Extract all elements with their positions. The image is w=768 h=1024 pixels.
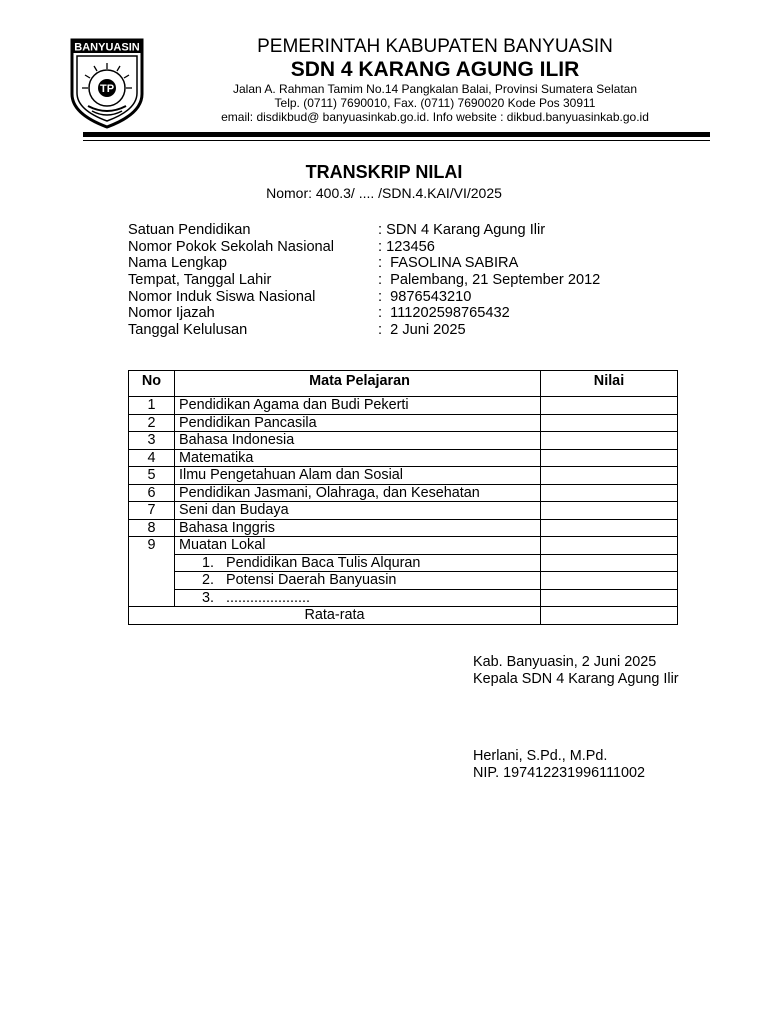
local-subject-number: 2. [202, 572, 215, 589]
identity-value: : 123456 [378, 238, 435, 255]
document-number: Nomor: 400.3/ .... /SDN.4.KAI/VI/2025 [266, 185, 502, 201]
row-number: 8 [129, 519, 175, 537]
identity-row [128, 322, 688, 339]
identity-label: Nama Lengkap [128, 255, 227, 272]
table-header-row [129, 371, 678, 397]
school-phone: Telp. (0711) 7690010, Fax. (0711) 7690020 Kode Pos 30911 [274, 96, 596, 110]
school-email: email: disdikbud@ banyuasinkab.go.id. Info website : dikbud.banyuasinkab.go.id [221, 110, 649, 124]
row-grade [541, 414, 678, 432]
identity-value: : Palembang, 21 September 2012 [378, 272, 601, 289]
identity-label: Nomor Ijazah [128, 305, 215, 322]
table-row [129, 397, 678, 415]
local-subject [175, 572, 541, 590]
row-grade [541, 467, 678, 485]
identity-row [128, 289, 688, 306]
row-number: 2 [129, 414, 175, 432]
row-subject: Bahasa Indonesia [175, 432, 541, 450]
header-subject: Mata Pelajaran [175, 371, 541, 397]
row-number: 5 [129, 467, 175, 485]
average-row [129, 607, 678, 625]
table-row [129, 449, 678, 467]
header-no: No [129, 371, 175, 397]
table-row [129, 414, 678, 432]
row-subject: Pendidikan Jasmani, Olahraga, dan Kesehatan [175, 484, 541, 502]
identity-label: Nomor Induk Siswa Nasional [128, 288, 316, 305]
school-name: SDN 4 KARANG AGUNG ILIR [290, 58, 580, 81]
identity-row [128, 272, 688, 289]
signature-nip: NIP. 197412231996111002 [473, 765, 646, 781]
logo-banner-text: BANYUASIN [74, 41, 140, 54]
letterhead-divider-thin [83, 140, 710, 141]
signature-name: Herlani, S.Pd., M.Pd. [473, 748, 608, 764]
row-number: 3 [129, 432, 175, 450]
row-subject: Matematika [175, 449, 541, 467]
row-number: 9 [129, 537, 175, 607]
identity-value: : 2 Juni 2025 [378, 322, 466, 339]
signature-role: Kepala SDN 4 Karang Agung Ilir [473, 671, 679, 687]
identity-row [128, 222, 688, 239]
identity-label: Satuan Pendidikan [128, 222, 251, 238]
row-grade [541, 537, 678, 555]
row-grade [541, 484, 678, 502]
identity-label: Tempat, Tanggal Lahir [128, 272, 272, 289]
row-subject: Bahasa Inggris [175, 519, 541, 537]
local-content-row [129, 589, 678, 607]
row-subject: Ilmu Pengetahuan Alam dan Sosial [175, 467, 541, 485]
row-subject: Seni dan Budaya [175, 502, 541, 520]
identity-value: : FASOLINA SABIRA [378, 255, 519, 272]
average-value [541, 607, 678, 625]
table-row [129, 432, 678, 450]
row-subject: Pendidikan Agama dan Budi Pekerti [175, 397, 541, 415]
local-subject [175, 589, 541, 607]
local-subject-number: 1. [202, 554, 215, 571]
identity-row [128, 305, 688, 322]
grades-table [128, 370, 678, 625]
average-label: Rata-rata [129, 607, 541, 625]
row-grade [541, 432, 678, 450]
table-row [129, 537, 678, 555]
row-grade [541, 449, 678, 467]
local-grade [541, 589, 678, 607]
government-name: PEMERINTAH KABUPATEN BANYUASIN [257, 36, 613, 57]
row-number: 1 [129, 397, 175, 415]
row-number: 7 [129, 502, 175, 520]
local-content-row [129, 572, 678, 590]
header-grade: Nilai [541, 371, 678, 397]
table-row [129, 467, 678, 485]
local-subject-name: Potensi Daerah Banyuasin [226, 572, 397, 589]
local-subject [175, 554, 541, 572]
row-subject: Muatan Lokal [175, 537, 541, 555]
local-subject-name: Pendidikan Baca Tulis Alquran [226, 554, 421, 571]
local-subject-number: 3. [202, 589, 215, 606]
identity-value: : 9876543210 [378, 288, 472, 305]
regency-logo [68, 36, 146, 130]
letterhead-divider-thick [83, 132, 710, 137]
row-number: 4 [129, 449, 175, 467]
local-content-row [129, 554, 678, 572]
identity-label: Tanggal Kelulusan [128, 322, 248, 339]
row-grade [541, 519, 678, 537]
table-row [129, 519, 678, 537]
identity-value: : 111202598765432 [378, 305, 510, 322]
signature-place-date: Kab. Banyuasin, 2 Juni 2025 [473, 654, 657, 670]
identity-row [128, 239, 688, 256]
row-grade [541, 397, 678, 415]
local-grade [541, 554, 678, 572]
local-grade [541, 572, 678, 590]
table-row [129, 502, 678, 520]
logo-emblem-text: TP [99, 83, 115, 95]
student-identity [128, 222, 688, 339]
identity-row [128, 255, 688, 272]
document-title: TRANSKRIP NILAI [305, 162, 463, 182]
row-grade [541, 502, 678, 520]
row-subject: Pendidikan Pancasila [175, 414, 541, 432]
table-row [129, 484, 678, 502]
identity-value: : SDN 4 Karang Agung Ilir [378, 222, 546, 238]
row-number: 6 [129, 484, 175, 502]
identity-label: Nomor Pokok Sekolah Nasional [128, 238, 335, 255]
school-address: Jalan A. Rahman Tamim No.14 Pangkalan Balai, Provinsi Sumatera Selatan [233, 82, 637, 96]
local-subject-name: ..................... [226, 589, 310, 606]
